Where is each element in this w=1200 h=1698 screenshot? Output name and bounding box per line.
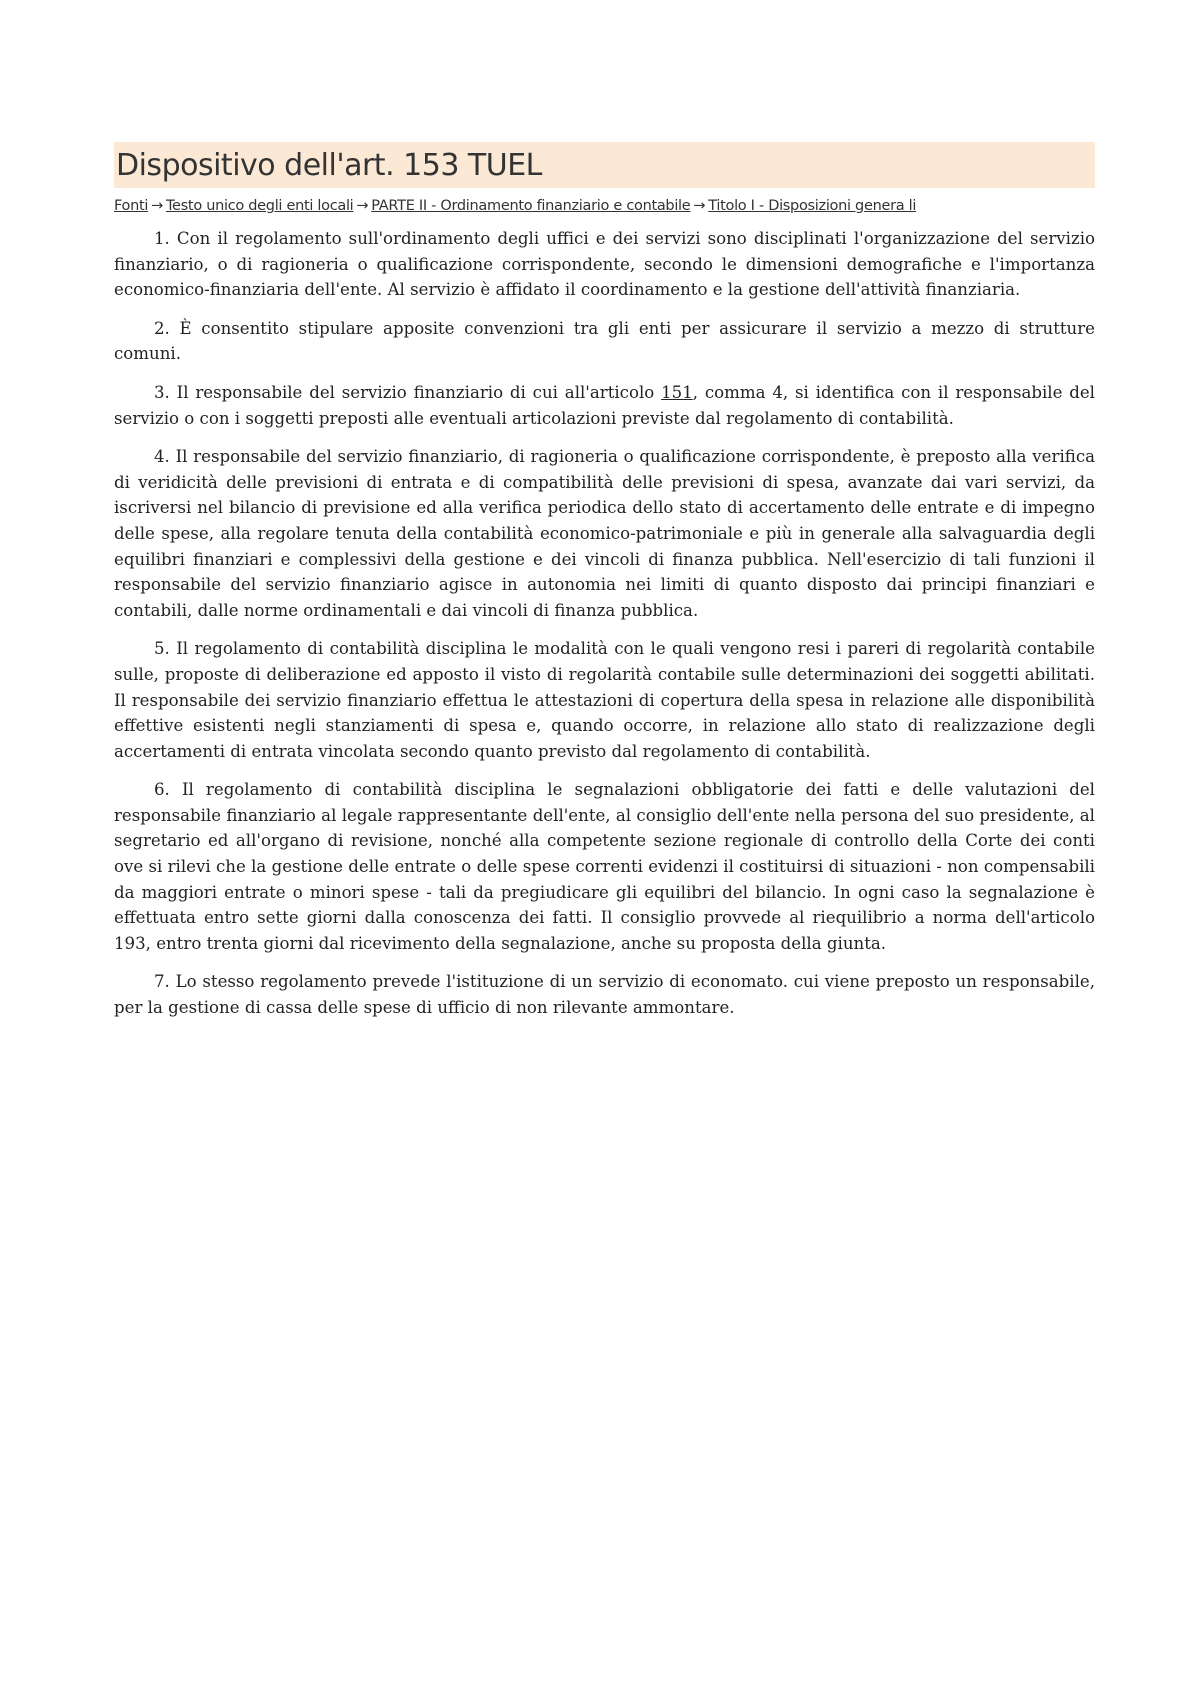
breadcrumb-item-titolo-i[interactable]: Titolo I - Disposizioni genera li xyxy=(708,198,917,214)
breadcrumb xyxy=(114,198,1095,214)
comma-3-text-after: , comma 4, si identifica con il responsabile del servizio o con i soggetti preposti alle eventuali articolazioni previste dal regolamento di contabilità. xyxy=(114,382,1095,428)
comma-3-text-before: 3. Il responsabile del servizio finanziario di cui all'articolo xyxy=(154,382,662,402)
comma-3 xyxy=(114,380,1095,431)
breadcrumb-arrow-icon: → xyxy=(356,198,369,214)
page-title: Dispositivo dell'art. 153 TUEL xyxy=(116,147,542,183)
title-bar xyxy=(114,142,1095,188)
comma-6: 6. Il regolamento di contabilità disciplina le segnalazioni obbligatorie dei fatti e delle valutazioni del responsabile finanziario al legale rappresentante dell'ente, al consiglio dell'ente nella persona del suo presidente, al segretario ed all'organo di revisione, nonché alla competente sezione regionale di controllo della Corte dei conti ove si rilevi che la gestione delle entrate o delle spese correnti evidenzi il costituirsi di situazioni - non compensabili da maggiori entrate o minori spese - tali da pregiudicare gli equilibri del bilancio. In ogni caso la segnalazione è effettuata entro sette giorni dalla conoscenza dei fatti. Il consiglio provvede al riequilibrio a norma dell'articolo 193, entro trenta giorni dal ricevimento della segnalazione, anche su proposta della giunta. xyxy=(114,780,1095,953)
article-151-link[interactable]: 151 xyxy=(661,382,693,402)
comma-1: 1. Con il regolamento sull'ordinamento degli uffici e dei servizi sono disciplinati l'organizzazione del servizio finanziario, o di ragioneria o qualificazione corrispondente, secondo le dimensioni demografiche e l'importanza economico-finanziaria dell'ente. Al servizio è affidato il coordinamento e la gestione dell'attività finanziaria. xyxy=(114,229,1095,300)
article-body xyxy=(114,226,1095,1021)
breadcrumb-item-fonti[interactable]: Fonti xyxy=(114,198,149,214)
breadcrumb-arrow-icon: → xyxy=(693,198,706,214)
document-page xyxy=(114,142,1095,1034)
comma-5: 5. Il regolamento di contabilità disciplina le modalità con le quali vengono resi i pareri di regolarità contabile sulle, proposte di deliberazione ed apposto il visto di regolarità contabile sulle determinazioni dei soggetti abilitati. Il responsabile dei servizio finanziario effettua le attestazioni di copertura della spesa in relazione alle disponibilità effettive esistenti negli stanziamenti di spesa e, quando occorre, in relazione allo stato di realizzazione degli accertamenti di entrata vincolata secondo quanto previsto dal regolamento di contabilità. xyxy=(114,639,1095,761)
comma-7: 7. Lo stesso regolamento prevede l'istituzione di un servizio di economato. cui viene preposto un responsabile, per la gestione di cassa delle spese di ufficio di non rilevante ammontare. xyxy=(114,972,1095,1018)
comma-4: 4. Il responsabile del servizio finanziario, di ragioneria o qualificazione corrispondente, è preposto alla verifica di veridicità delle previsioni di entrata e di compatibilità delle previsioni di spesa, avanzate dai vari servizi, da iscriversi nel bilancio di previsione ed alla verifica periodica dello stato di accertamento delle entrate e di impegno delle spese, alla regolare tenuta della contabilità economico-patrimoniale e più in generale alla salvaguardia degli equilibri finanziari e complessivi della gestione e dei vincoli di finanza pubblica. Nell'esercizio di tali funzioni il responsabile del servizio finanziario agisce in autonomia nei limiti di quanto disposto dai principi finanziari e contabili, dalle norme ordinamentali e dai vincoli di finanza pubblica. xyxy=(114,447,1095,620)
breadcrumb-item-testo-unico[interactable]: Testo unico degli enti locali xyxy=(165,198,354,214)
breadcrumb-arrow-icon: → xyxy=(151,198,163,214)
breadcrumb-item-parte-ii[interactable]: PARTE II - Ordinamento finanziario e contabile xyxy=(371,198,691,214)
comma-2: 2. È consentito stipulare apposite convenzioni tra gli enti per assicurare il servizio a mezzo di strutture comuni. xyxy=(114,318,1095,364)
